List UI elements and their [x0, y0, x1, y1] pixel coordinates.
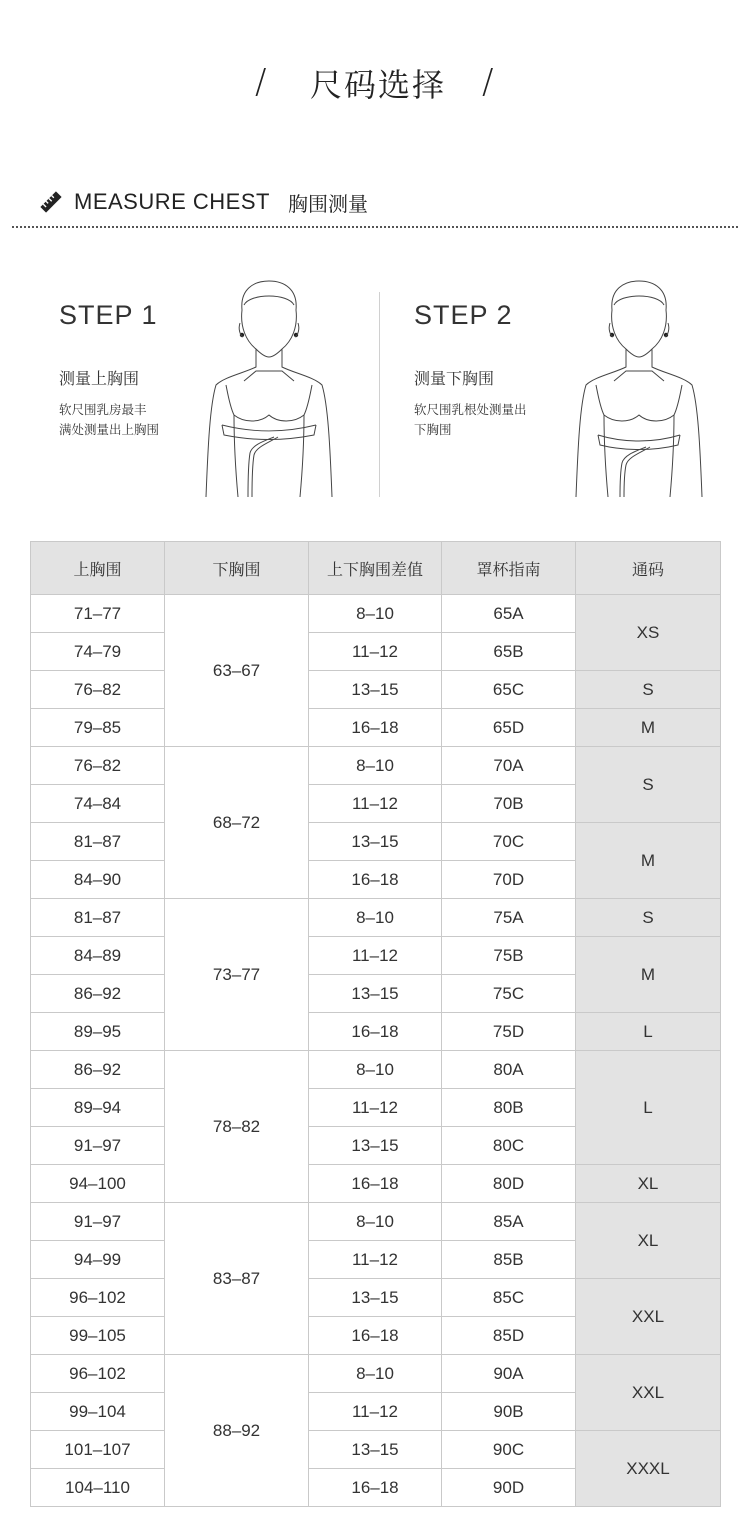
difference-cell: 8–10: [309, 747, 442, 785]
cup-cell: 85C: [442, 1279, 576, 1317]
upper-bust-cell: 94–100: [31, 1165, 165, 1203]
upper-chest-measure-figure: [194, 275, 344, 500]
cup-cell: 70B: [442, 785, 576, 823]
size-code-cell: S: [576, 747, 721, 823]
size-code-cell: S: [576, 899, 721, 937]
difference-cell: 16–18: [309, 861, 442, 899]
cup-cell: 90A: [442, 1355, 576, 1393]
difference-cell: 11–12: [309, 1241, 442, 1279]
cup-cell: 80D: [442, 1165, 576, 1203]
cup-cell: 70D: [442, 861, 576, 899]
difference-cell: 8–10: [309, 1355, 442, 1393]
header-under-bust: 下胸围: [165, 542, 309, 595]
difference-cell: 8–10: [309, 1051, 442, 1089]
cup-cell: 90C: [442, 1431, 576, 1469]
table-row: [31, 1013, 721, 1051]
difference-cell: 16–18: [309, 1317, 442, 1355]
upper-bust-cell: 81–87: [31, 899, 165, 937]
upper-bust-cell: 101–107: [31, 1431, 165, 1469]
under-chest-measure-figure: [564, 275, 714, 500]
upper-bust-cell: 84–89: [31, 937, 165, 975]
size-code-cell: M: [576, 937, 721, 1013]
upper-bust-cell: 99–105: [31, 1317, 165, 1355]
upper-bust-cell: 94–99: [31, 1241, 165, 1279]
table-row: [31, 823, 721, 861]
difference-cell: 11–12: [309, 633, 442, 671]
difference-cell: 11–12: [309, 1089, 442, 1127]
upper-bust-cell: 76–82: [31, 747, 165, 785]
cup-cell: 85A: [442, 1203, 576, 1241]
difference-cell: 16–18: [309, 709, 442, 747]
difference-cell: 8–10: [309, 899, 442, 937]
step-description-line: 软尺围乳房最丰: [59, 402, 147, 417]
cup-cell: 90B: [442, 1393, 576, 1431]
cup-cell: 65D: [442, 709, 576, 747]
size-code-cell: XL: [576, 1165, 721, 1203]
step-description: [59, 400, 199, 440]
page-title-bar: [0, 58, 750, 108]
upper-bust-cell: 96–102: [31, 1355, 165, 1393]
table-row: [31, 671, 721, 709]
measure-chest-title-cn: 胸围测量: [287, 191, 368, 216]
under-bust-cell: 83–87: [165, 1203, 309, 1355]
table-header-row: [31, 542, 721, 595]
cup-cell: 75B: [442, 937, 576, 975]
upper-bust-cell: 81–87: [31, 823, 165, 861]
step-subtitle: 测量下胸围: [414, 369, 495, 388]
step-description-line: 下胸围: [414, 422, 452, 437]
title-slash-right: /: [482, 62, 494, 102]
header-size-code: 通码: [576, 542, 721, 595]
size-code-cell: XXL: [576, 1279, 721, 1355]
difference-cell: 13–15: [309, 1127, 442, 1165]
cup-cell: 90D: [442, 1469, 576, 1507]
upper-bust-cell: 74–84: [31, 785, 165, 823]
size-code-cell: L: [576, 1013, 721, 1051]
difference-cell: 11–12: [309, 937, 442, 975]
title-slash-left: /: [255, 62, 267, 102]
upper-bust-cell: 79–85: [31, 709, 165, 747]
cup-cell: 70A: [442, 747, 576, 785]
cup-cell: 80B: [442, 1089, 576, 1127]
cup-cell: 75A: [442, 899, 576, 937]
step-title: STEP 2: [414, 300, 513, 330]
step-description: [414, 400, 554, 440]
size-code-cell: XS: [576, 595, 721, 671]
table-row: [31, 899, 721, 937]
cup-cell: 80C: [442, 1127, 576, 1165]
ruler-icon: [40, 191, 62, 213]
difference-cell: 13–15: [309, 671, 442, 709]
table-row: [31, 709, 721, 747]
size-code-cell: M: [576, 823, 721, 899]
page-title: 尺码选择: [310, 66, 447, 104]
upper-bust-cell: 86–92: [31, 975, 165, 1013]
size-chart-table: [30, 541, 721, 1507]
difference-cell: 8–10: [309, 595, 442, 633]
table-row: [31, 1203, 721, 1241]
step-2-panel: [380, 270, 750, 510]
size-code-cell: XL: [576, 1203, 721, 1279]
step-description-line: 软尺围乳根处测量出: [414, 402, 527, 417]
under-bust-cell: 88–92: [165, 1355, 309, 1507]
step-title: STEP 1: [59, 300, 158, 330]
upper-bust-cell: 86–92: [31, 1051, 165, 1089]
size-code-cell: XXXL: [576, 1431, 721, 1507]
measure-chest-title-en: MEASURE CHEST: [74, 189, 270, 214]
header-upper-bust: 上胸围: [31, 542, 165, 595]
upper-bust-cell: 76–82: [31, 671, 165, 709]
upper-bust-cell: 96–102: [31, 1279, 165, 1317]
cup-cell: 85D: [442, 1317, 576, 1355]
table-row: [31, 747, 721, 785]
difference-cell: 16–18: [309, 1165, 442, 1203]
difference-cell: 16–18: [309, 1013, 442, 1051]
upper-bust-cell: 89–95: [31, 1013, 165, 1051]
table-row: [31, 1051, 721, 1089]
size-code-cell: S: [576, 671, 721, 709]
table-row: [31, 1165, 721, 1203]
cup-cell: 65B: [442, 633, 576, 671]
step-1-panel: [0, 270, 375, 510]
under-bust-cell: 68–72: [165, 747, 309, 899]
cup-cell: 75C: [442, 975, 576, 1013]
table-row: [31, 1431, 721, 1469]
difference-cell: 16–18: [309, 1469, 442, 1507]
under-bust-cell: 78–82: [165, 1051, 309, 1203]
step-subtitle: 测量上胸围: [59, 369, 140, 388]
upper-bust-cell: 74–79: [31, 633, 165, 671]
upper-bust-cell: 91–97: [31, 1127, 165, 1165]
upper-bust-cell: 84–90: [31, 861, 165, 899]
table-row: [31, 1279, 721, 1317]
difference-cell: 11–12: [309, 1393, 442, 1431]
table-row: [31, 595, 721, 633]
under-bust-cell: 63–67: [165, 595, 309, 747]
table-row: [31, 1355, 721, 1393]
size-code-cell: L: [576, 1051, 721, 1165]
upper-bust-cell: 99–104: [31, 1393, 165, 1431]
cup-cell: 70C: [442, 823, 576, 861]
dotted-divider: [12, 226, 738, 228]
upper-bust-cell: 71–77: [31, 595, 165, 633]
cup-cell: 85B: [442, 1241, 576, 1279]
size-code-cell: XXL: [576, 1355, 721, 1431]
upper-bust-cell: 104–110: [31, 1469, 165, 1507]
difference-cell: 13–15: [309, 1279, 442, 1317]
cup-cell: 65A: [442, 595, 576, 633]
step-description-line: 满处测量出上胸围: [59, 422, 160, 437]
difference-cell: 13–15: [309, 975, 442, 1013]
upper-bust-cell: 89–94: [31, 1089, 165, 1127]
difference-cell: 13–15: [309, 823, 442, 861]
measure-chest-heading: [40, 187, 368, 217]
cup-cell: 65C: [442, 671, 576, 709]
difference-cell: 13–15: [309, 1431, 442, 1469]
difference-cell: 11–12: [309, 785, 442, 823]
under-bust-cell: 73–77: [165, 899, 309, 1051]
cup-cell: 75D: [442, 1013, 576, 1051]
upper-bust-cell: 91–97: [31, 1203, 165, 1241]
cup-cell: 80A: [442, 1051, 576, 1089]
table-row: [31, 937, 721, 975]
header-cup-guide: 罩杯指南: [442, 542, 576, 595]
difference-cell: 8–10: [309, 1203, 442, 1241]
header-difference: 上下胸围差值: [309, 542, 442, 595]
size-code-cell: M: [576, 709, 721, 747]
